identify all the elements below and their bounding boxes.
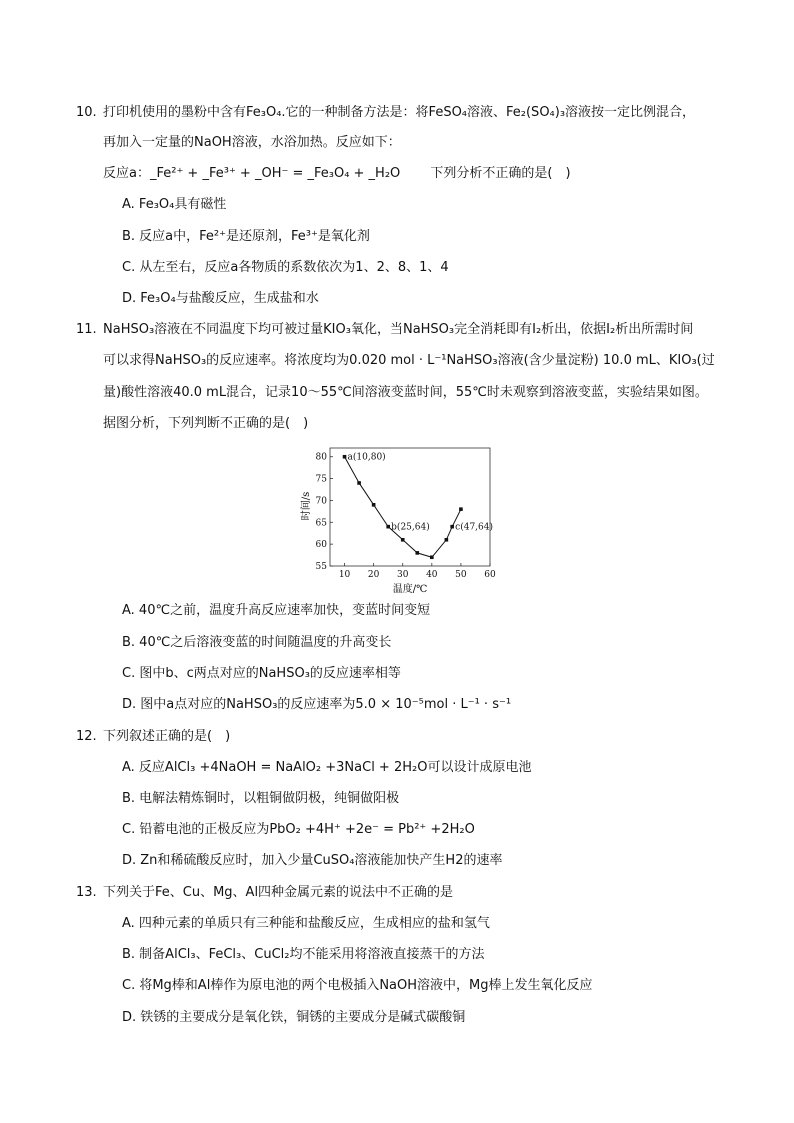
- option-a: A. 40℃之前，温度升高反应速率加快，变蓝时间变短: [122, 603, 431, 618]
- option-a: A. 反应AlCl₃ +4NaOH = NaAlO₂ +3NaCl + 2H₂O可以设计成原电池: [122, 760, 532, 775]
- option-b: B. 40℃之后溶液变蓝的时间随温度的升高变长: [122, 635, 392, 650]
- question-number: 13.: [76, 885, 97, 900]
- y-tick-label: 70: [315, 496, 327, 507]
- point-annotation: a(10,80): [347, 452, 386, 463]
- data-point: [386, 525, 390, 529]
- option-a: A. 四种元素的单质只有三种能和盐酸反应，生成相应的盐和氢气: [122, 916, 490, 931]
- y-tick-label: 75: [315, 474, 327, 485]
- point-annotation: c(47,64): [455, 522, 494, 533]
- y-tick-label: 80: [315, 452, 327, 463]
- option-d: D. 铁锈的主要成分是氧化铁，铜锈的主要成分是碱式碳酸铜: [122, 1010, 466, 1025]
- x-tick-label: 20: [367, 570, 380, 580]
- reaction-equation: 反应a：_Fe²⁺ + _Fe³⁺ + _OH⁻ = _Fe₃O₄ + _H₂O 下列分析不正确的是( ): [103, 166, 571, 181]
- temperature-time-chart: [300, 446, 500, 598]
- point-annotation: b(25,64): [391, 522, 430, 533]
- option-c: C. 图中b、c两点对应的NaHSO₃的反应速率相等: [122, 666, 401, 681]
- question-stem-line: 下列叙述正确的是( ): [103, 729, 231, 744]
- x-tick-label: 10: [338, 570, 351, 580]
- x-tick-label: 50: [455, 570, 467, 580]
- chart-frame: [330, 448, 490, 566]
- series-line: [345, 457, 461, 558]
- question-number: 10.: [76, 105, 97, 120]
- option-b: B. 制备AlCl₃、FeCl₃、CuCl₂均不能采用将溶液直接蒸干的方法: [122, 947, 485, 962]
- y-axis-label: 时间/s: [301, 491, 312, 521]
- option-b: B. 电解法精炼铜时，以粗铜做阴极，纯铜做阳极: [122, 791, 400, 806]
- chart-svg: [300, 446, 500, 598]
- question-number: 12.: [76, 729, 97, 744]
- x-axis-label: 温度/℃: [392, 584, 428, 595]
- option-b: B. 反应a中，Fe²⁺是还原剂，Fe³⁺是氧化剂: [122, 229, 370, 244]
- question-stem-line: NaHSO₃溶液在不同温度下均可被过量KIO₃氧化，当NaHSO₃完全消耗即有I₂析出，依据I₂析出所需时间: [103, 322, 694, 337]
- x-tick-label: 30: [397, 570, 409, 580]
- y-tick-label: 55: [315, 562, 327, 572]
- data-point: [430, 555, 434, 559]
- option-d: D. 图中a点对应的NaHSO₃的反应速率为5.0 × 10⁻⁵mol · L⁻¹ · s⁻¹: [122, 697, 512, 712]
- y-tick-label: 65: [315, 518, 327, 529]
- question-number: 11.: [76, 322, 97, 337]
- y-tick-label: 60: [315, 540, 327, 551]
- option-d: D. Zn和稀硫酸反应时，加入少量CuSO₄溶液能加快产生H2的速率: [122, 853, 503, 868]
- question-stem-line: 据图分析，下列判断不正确的是( ): [103, 416, 309, 431]
- x-tick-label: 40: [426, 570, 438, 580]
- data-point: [343, 455, 347, 459]
- data-point: [459, 507, 463, 511]
- data-point: [372, 503, 376, 507]
- option-c: C. 从左至右，反应a各物质的系数依次为1、2、8、1、4: [122, 260, 449, 275]
- question-stem-line: 打印机使用的墨粉中含有Fe₃O₄.它的一种制备方法是：将FeSO₄溶液、Fe₂(SO₄)₃溶液按一定比例混合，: [103, 105, 696, 120]
- data-point: [450, 525, 454, 529]
- data-point: [415, 551, 419, 555]
- question-stem-line: 量)酸性溶液40.0 mL混合，记录10～55℃间溶液变蓝时间，55℃时未观察到溶液变蓝，实验结果如图。: [103, 385, 708, 400]
- option-a: A. Fe₃O₄具有磁性: [122, 197, 227, 212]
- data-point: [357, 481, 361, 485]
- option-c: C. 铅蓄电池的正极反应为PbO₂ +4H⁺ +2e⁻ = Pb²⁺ +2H₂O: [122, 822, 475, 837]
- option-c: C. 将Mg棒和Al棒作为原电池的两个电极插入NaOH溶液中，Mg棒上发生氧化反应: [122, 978, 593, 993]
- question-stem-line: 下列关于Fe、Cu、Mg、Al四种金属元素的说法中不正确的是: [103, 885, 454, 900]
- x-tick-label: 60: [484, 570, 496, 580]
- data-point: [445, 538, 449, 542]
- data-point: [401, 538, 405, 542]
- question-stem-line: 可以求得NaHSO₃的反应速率。将浓度均为0.020 mol · L⁻¹NaHSO₃溶液(含少量淀粉) 10.0 mL、KIO₃(过: [103, 353, 715, 368]
- option-d: D. Fe₃O₄与盐酸反应，生成盐和水: [122, 291, 319, 306]
- question-stem-line: 再加入一定量的NaOH溶液，水浴加热。反应如下：: [103, 135, 401, 150]
